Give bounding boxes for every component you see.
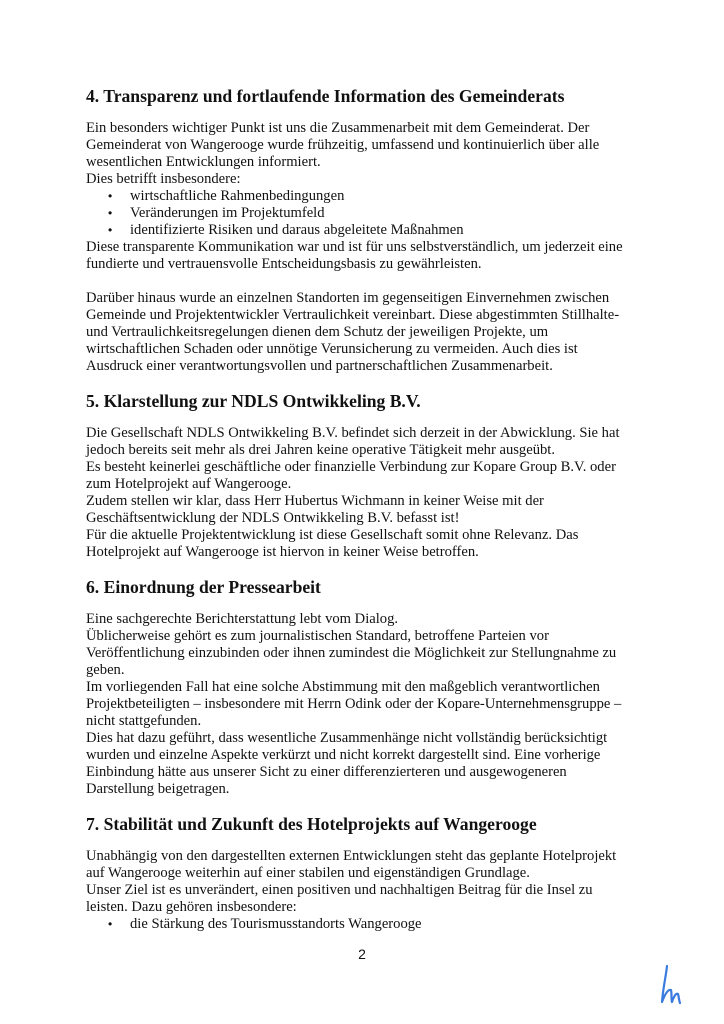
text-line: Üblicherweise gehört es zum journalistischen Standard, betroffene Parteien vor — [86, 628, 549, 644]
text-line: leisten. Dazu gehören insbesondere: — [86, 899, 297, 915]
section-gap — [86, 798, 646, 814]
section-heading-7: 7. Stabilität und Zukunft des Hotelprojekts auf Wangerooge — [86, 814, 537, 834]
text-line: Es besteht keinerlei geschäftliche oder finanzielle Verbindung zur Kopare Group B.V. oder — [86, 459, 616, 475]
text-line: Diese transparente Kommunikation war und ist für uns selbstverständlich, um jederzeit eine — [86, 239, 623, 255]
list-item-text: die Stärkung des Tourismusstandorts Wangerooge — [130, 916, 422, 932]
list-item — [86, 188, 646, 205]
list-item — [86, 222, 646, 239]
bullet-icon: • — [108, 917, 113, 931]
text-line: Dies hat dazu geführt, dass wesentliche Zusammenhänge nicht vollständig berücksichtigt — [86, 730, 608, 746]
bullet-icon: • — [108, 223, 113, 237]
text-line: auf Wangerooge weiterhin auf einer stabilen und eigenständigen Grundlage. — [86, 865, 530, 881]
text-line: Die Gesellschaft NDLS Ontwikkeling B.V. befindet sich derzeit in der Abwicklung. Sie hat — [86, 425, 620, 441]
bullet-list — [86, 916, 646, 933]
section-heading-5: 5. Klarstellung zur NDLS Ontwikkeling B.V. — [86, 391, 421, 411]
text-line: Zudem stellen wir klar, dass Herr Hubertus Wichmann in keiner Weise mit der — [86, 493, 544, 509]
text-line: Veröffentlichung einzubinden oder ihnen zumindest die Möglichkeit zur Stellungnahme zu — [86, 645, 617, 661]
list-item — [86, 916, 646, 933]
text-line: Gemeinde und Projektentwickler Vertraulichkeit vereinbart. Diese abgestimmten Stillhalte- — [86, 307, 620, 323]
text-line: Einbindung hätte aus unserer Sicht zu einer differenzierteren und ausgewogeneren — [86, 764, 567, 780]
text-line: Eine sachgerechte Berichterstattung lebt vom Dialog. — [86, 611, 399, 627]
section-gap — [86, 375, 646, 391]
text-line: Ein besonders wichtiger Punkt ist uns die Zusammenarbeit mit dem Gemeinderat. Der — [86, 120, 590, 136]
document-page — [86, 86, 646, 933]
text-line: wirtschaftlichen Schaden oder unnötige Verunsicherung zu vermeiden. Auch dies ist — [86, 341, 578, 357]
bullet-list — [86, 188, 646, 239]
text-line: Unabhängig von den dargestellten externen Entwicklungen steht das geplante Hotelprojekt — [86, 848, 617, 864]
text-line: jedoch bereits seit mehr als drei Jahren keine operative Tätigkeit mehr ausgeübt. — [86, 442, 555, 458]
text-line: Unser Ziel ist es unverändert, einen positiven und nachhaltigen Beitrag für die Insel zu — [86, 882, 593, 898]
text-line: Projektbeteiligten – insbesondere mit Herrn Odink oder der Kopare-Unternehmensgruppe – — [86, 696, 622, 712]
bullet-icon: • — [108, 189, 113, 203]
text-line: Dies betrifft insbesondere: — [86, 171, 241, 187]
list-item — [86, 205, 646, 222]
text-line: nicht stattgefunden. — [86, 713, 202, 729]
text-line: Geschäftsentwicklung der NDLS Ontwikkeling B.V. befasst ist! — [86, 510, 460, 526]
bullet-icon: • — [108, 206, 113, 220]
text-line: Ausdruck einer verantwortungsvollen und partnerschaftlichen Zusammenarbeit. — [86, 358, 553, 374]
text-line: und Vertraulichkeitsregelungen dienen dem Schutz der jeweiligen Projekte, um — [86, 324, 549, 340]
text-line: Gemeinderat von Wangerooge wurde frühzeitig, umfassend und kontinuierlich über alle — [86, 137, 600, 153]
list-item-text: identifizierte Risiken und daraus abgeleitete Maßnahmen — [130, 222, 464, 238]
signature-stroke — [662, 966, 680, 1003]
text-line: zum Hotelprojekt auf Wangerooge. — [86, 476, 292, 492]
text-line: Darüber hinaus wurde an einzelnen Standorten im gegenseitigen Einvernehmen zwischen — [86, 290, 610, 306]
section-7-body — [86, 848, 646, 933]
section-6-body — [86, 611, 646, 798]
text-line: geben. — [86, 662, 125, 678]
text-line: wesentlichen Entwicklungen informiert. — [86, 154, 321, 170]
paragraph-gap — [86, 273, 646, 290]
text-line: fundierte und vertrauensvolle Entscheidungsbasis zu gewährleisten. — [86, 256, 482, 272]
text-line: Im vorliegenden Fall hat eine solche Abstimmung mit den maßgeblich verantwortlichen — [86, 679, 600, 695]
section-gap — [86, 561, 646, 577]
text-line: Darstellung beigetragen. — [86, 781, 230, 797]
list-item-text: Veränderungen im Projektumfeld — [130, 205, 325, 221]
section-heading-6: 6. Einordnung der Pressearbeit — [86, 577, 321, 597]
list-item-text: wirtschaftliche Rahmenbedingungen — [130, 188, 345, 204]
section-5-body — [86, 425, 646, 561]
section-heading-4: 4. Transparenz und fortlaufende Information des Gemeinderats — [86, 86, 565, 106]
signature-initials-icon — [658, 962, 688, 1008]
text-line: wurden und einzelne Aspekte verkürzt und nicht korrekt dargestellt sind. Eine vorherige — [86, 747, 601, 763]
text-line: Für die aktuelle Projektentwicklung ist diese Gesellschaft somit ohne Relevanz. Das — [86, 527, 579, 543]
text-line: Hotelprojekt auf Wangerooge ist hiervon in keiner Weise betroffen. — [86, 544, 479, 560]
section-4-body — [86, 120, 646, 375]
page-number: 2 — [358, 946, 366, 962]
